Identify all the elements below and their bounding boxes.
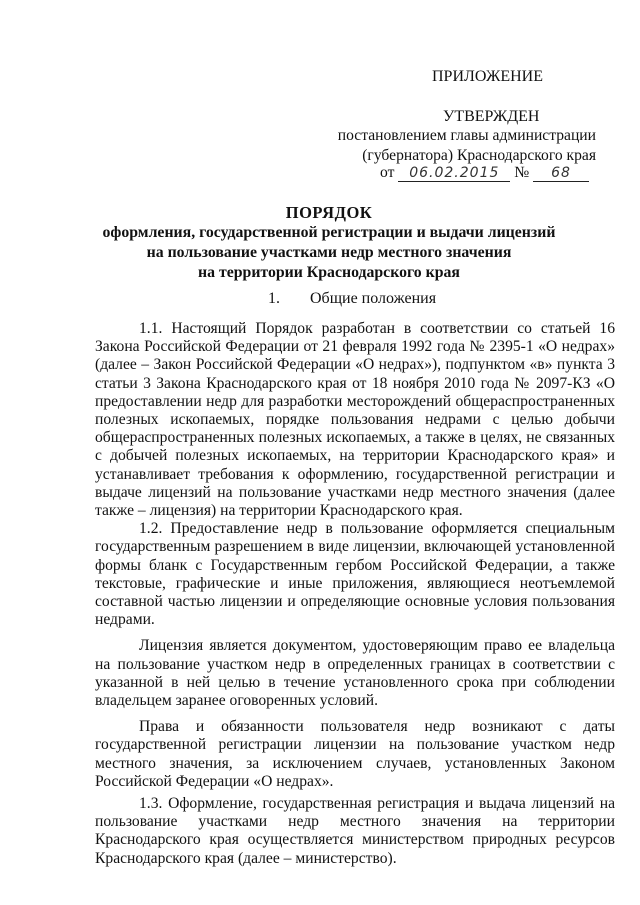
body-text — [95, 320, 615, 868]
title-line-3: на территории Краснодарского края — [198, 264, 460, 281]
approval-number: 68 — [533, 165, 589, 182]
paragraph-1-1: 1.1. Настоящий Порядок разработан в соответствии со статьей 16 Закона Российской Федерации от 21 февраля 1992 года № 2395-1 «О недрах» (далее – Закон Российской Федерации «О недрах»), подпунктом «в» пункта 3 статьи 3 Закона Краснодарского края от 18 ноября 2010 года № 2097-КЗ «О предоставлении недр для разработки месторождений общераспространенных полезных ископаемых, порядке пользования недрами с целью добычи общераспространенных полезных ископаемых, а также в целях, не связанных с добычей полезных ископаемых, на территории Краснодарского края» и устанавливает требования к оформлению, государственной регистрации и выдаче лицензий на пользование участками недр местного значения (далее также – лицензия) на территории Краснодарского края. — [95, 320, 615, 520]
approval-line-1: постановлением главы администрации — [337, 127, 596, 144]
approved-label: УТВЕРЖДЕН — [443, 108, 540, 125]
document-title — [40, 203, 618, 283]
approval-number-label: № — [514, 164, 530, 181]
section-heading — [268, 290, 436, 308]
approval-line-2: (губернатора) Краснодарского края — [362, 147, 596, 164]
paragraph-1-2: 1.2. Предоставление недр в пользование оформляется специальным государственным разрешением в виде лицензии, включающей установленной формы бланк с Государственным гербом Российской Федерации, а также текстовые, графические и иные приложения, являющиеся неотъемлемой составной частью лицензии и определяющие основные условия пользования недрами. — [95, 520, 615, 629]
title-line-1: оформления, государственной регистрации и выдачи лицензий — [102, 224, 556, 241]
section-title: Общие положения — [310, 290, 437, 307]
approval-from-label: от — [380, 164, 395, 181]
paragraph-1-3: 1.3. Оформление, государственная регистрация и выдача лицензий на пользование участками недр местного значения на территории Краснодарского края осуществляется министерством природных ресурсов Краснодарского края (далее – министерство). — [95, 795, 615, 867]
appendix-label: ПРИЛОЖЕНИЕ — [432, 68, 544, 85]
approval-date-line — [380, 164, 589, 182]
title-main: ПОРЯДОК — [285, 203, 373, 222]
approval-date: 06.02.2015 — [398, 165, 510, 182]
title-line-2: на пользование участками недр местного значения — [146, 244, 512, 261]
paragraph-rights-obligations: Права и обязанности пользователя недр возникают с даты государственной регистрации лицензии на пользование участком недр местного значения, за исключением случаев, установленных Законом Российской Федерации «О недрах». — [95, 718, 615, 790]
paragraph-license-definition: Лицензия является документом, удостоверяющим право ее владельца на пользование участком недр в определенных границах в соответствии с указанной в ней целью в течение установленного срока при соблюдении владельцем заранее оговоренных условий. — [95, 637, 615, 710]
section-number: 1. — [268, 290, 280, 307]
